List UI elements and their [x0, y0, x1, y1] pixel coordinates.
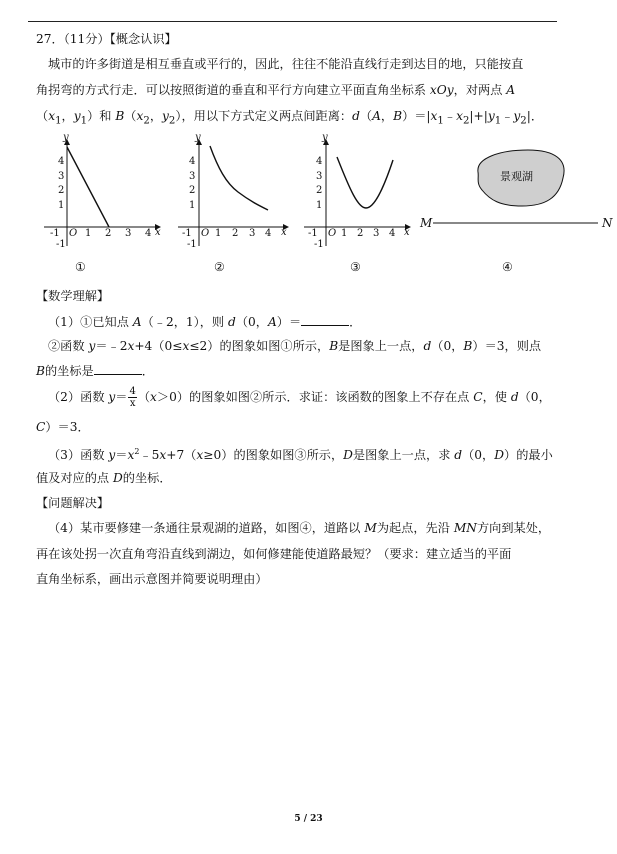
tick-label: 4	[265, 228, 272, 239]
origin-label: O	[69, 228, 78, 239]
tick-label: 1	[58, 200, 65, 211]
intro-line-2: 角拐弯的方式行走．可以按照街道的垂直和平行方向建立平面直角坐标系 xOy，对两点 A	[36, 83, 516, 97]
part-1-a: （1）①已知点 A（﹣2，1），则 d（0，A）＝ ．	[48, 315, 362, 329]
page-number: 5 / 23	[294, 814, 323, 824]
tick-label: 2	[316, 185, 323, 196]
figure-caption: ③	[350, 260, 361, 274]
tick-label: 2	[105, 228, 112, 239]
x-axis-label: x	[155, 227, 161, 238]
intro-line-1: 城市的许多街道是相互垂直或平行的，因此，往往不能沿直线行走到达目的地，只能按直	[48, 57, 524, 71]
tick-label: 3	[373, 228, 380, 239]
tick-label: 1	[341, 228, 348, 239]
tick-label: -1	[308, 228, 318, 239]
tick-label: 3	[189, 171, 196, 182]
part-2: （2）函数 y＝ $\frac{4}{x}$ （x＞0）的图象如图②所示．求证：该函数的图象上不存在点 C，使 d（0，	[48, 386, 551, 409]
y-axis-label: y	[195, 132, 201, 143]
tick-label: 2	[189, 185, 196, 196]
tick-label: -1	[182, 228, 192, 239]
graph-3	[304, 132, 410, 274]
tick-label: 4	[189, 156, 196, 167]
tick-label: 3	[316, 171, 323, 182]
part-4-line-2: 再在该处拐一次直角弯沿直线到湖边，如何修建能使道路最短？（要求：建立适当的平面	[36, 547, 512, 561]
tick-label: -1	[187, 239, 197, 250]
fraction: $\frac{4}{x}$	[129, 386, 136, 409]
parabola	[337, 157, 393, 208]
part-1-b: ②函数 y＝﹣2x+4（0≤x≤2）的图象如图①所示，B是图象上一点，d（0，B）＝3，则点	[48, 339, 542, 353]
figure-caption: ①	[75, 260, 86, 274]
tick-label: 3	[125, 228, 132, 239]
tick-label: 4	[58, 156, 65, 167]
tick-label: -1	[50, 228, 60, 239]
figure-caption: ④	[502, 260, 513, 274]
y-axis-label: y	[63, 132, 69, 143]
tick-label: -1	[314, 239, 324, 250]
graph-2	[178, 132, 288, 274]
section-heading: 【数学理解】	[36, 289, 110, 303]
tick-label: 2	[232, 228, 239, 239]
lake-label: 景观湖	[500, 170, 533, 183]
x-axis-label: x	[404, 227, 410, 238]
question-header: 27．（11分）【概念认识】	[36, 32, 177, 46]
part-4-line-3: 直角坐标系，画出示意图并简要说明理由）	[36, 572, 268, 586]
tick-label: 1	[85, 228, 92, 239]
tick-label: 4	[389, 228, 396, 239]
line-segment	[67, 147, 109, 227]
origin-label: O	[328, 228, 337, 239]
part-4: （4）某市要修建一条通往景观湖的道路，如图④，道路以 M为起点，先沿 MN方向到某处，	[48, 521, 551, 535]
point-n-label: N	[602, 216, 613, 230]
origin-label: O	[201, 228, 210, 239]
curve	[210, 146, 268, 210]
tick-label: 1	[215, 228, 222, 239]
top-rule	[28, 21, 557, 22]
part-2-cont: C）＝3．	[36, 420, 90, 434]
tick-label: -1	[56, 239, 66, 250]
answer-blank[interactable]	[301, 313, 349, 326]
answer-blank[interactable]	[94, 362, 142, 375]
tick-label: 3	[249, 228, 256, 239]
section-heading: 【问题解决】	[36, 496, 110, 510]
tick-label: 1	[316, 200, 323, 211]
part-1-b-cont: B的坐标是 ．	[36, 364, 154, 378]
figure-4-lake	[419, 150, 613, 274]
y-axis-label: y	[322, 132, 328, 143]
part-3: （3）函数 $y=x^2﹣5x+7(x\ge 0)$的图象如图③所示，D是图象上一点，求 d（0，D）的最小	[48, 447, 553, 463]
tick-label: 2	[58, 185, 65, 196]
figures	[0, 128, 617, 278]
part-3-cont: 值及对应的点 D的坐标．	[36, 471, 172, 485]
x-axis-label: x	[281, 227, 287, 238]
figure-caption: ②	[214, 260, 225, 274]
tick-label: 4	[145, 228, 152, 239]
intro-line-3: （$x_1$，$y_1$）和 $B(x_2$，$y_2$），用以下方式定义两点间距离：d（A，$B)=|x_1﹣x_2|+|y_1﹣y_2|$．	[36, 109, 544, 127]
graph-1	[44, 132, 161, 274]
tick-label: 3	[58, 171, 65, 182]
tick-label: 1	[189, 200, 196, 211]
point-m-label: M	[420, 216, 433, 230]
tick-label: 2	[357, 228, 364, 239]
tick-label: 4	[316, 156, 323, 167]
